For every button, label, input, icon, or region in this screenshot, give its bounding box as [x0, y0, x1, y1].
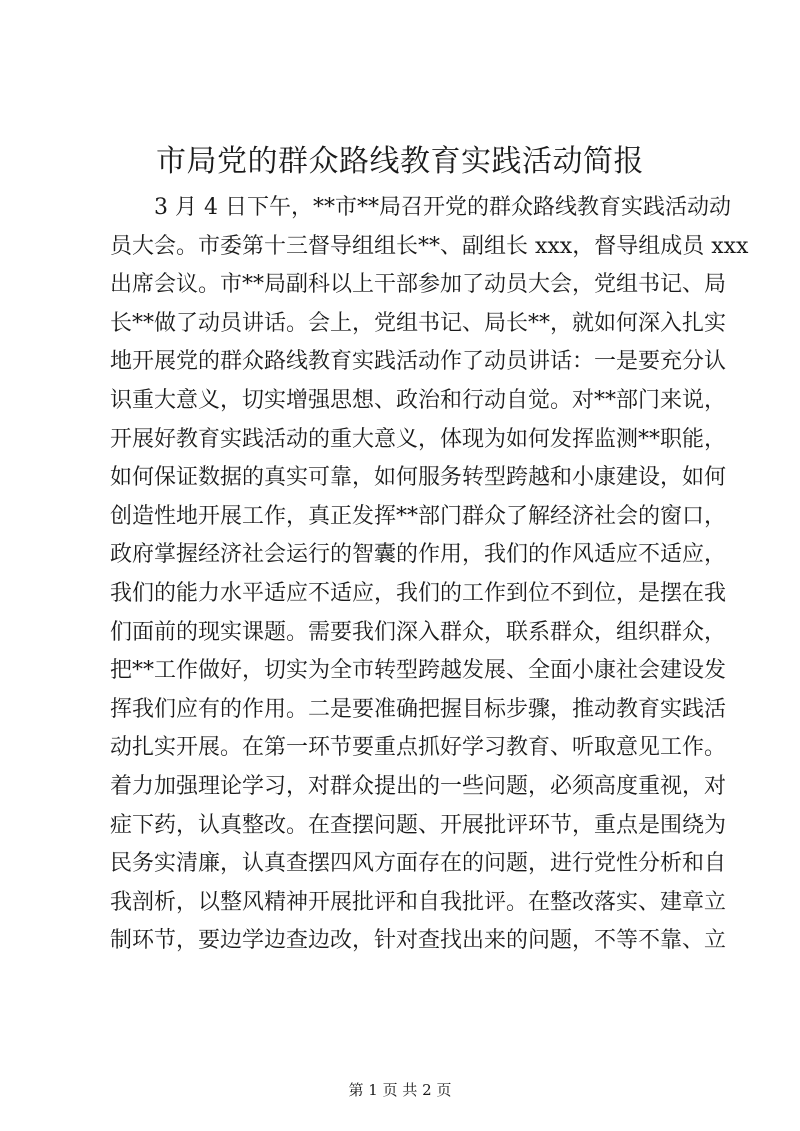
paragraph-line: 员大会。市委第十三督导组组长**、副组长 xxx，督导组成员 xxx — [110, 233, 749, 259]
paragraph-line: 地开展党的群众路线教育实践活动作了动员讲话：一是要充分认 — [110, 349, 727, 375]
paragraph-line: 开展好教育实践活动的重大意义，体现为如何发挥监测**职能， — [110, 426, 727, 452]
paragraph-line: 出席会议。市**局副科以上干部参加了动员大会，党组书记、局 — [110, 272, 727, 298]
paragraph-line: 民务实清廉，认真查摆四风方面存在的问题，进行党性分析和自 — [110, 851, 727, 877]
paragraph-line: 着力加强理论学习，对群众提出的一些问题，必须高度重视，对 — [110, 773, 727, 799]
document-title: 市局党的群众路线教育实践活动简报 — [156, 144, 644, 179]
paragraph-line: 政府掌握经济社会运行的智囊的作用，我们的作风适应不适应， — [110, 542, 727, 568]
paragraph-line: 3 月 4 日下午，**市**局召开党的群众路线教育实践活动动 — [154, 195, 731, 220]
paragraph-line: 我剖析，以整风精神开展批评和自我批评。在整改落实、建章立 — [110, 889, 727, 915]
paragraph-line: 创造性地开展工作，真正发挥**部门群众了解经济社会的窗口， — [110, 503, 727, 529]
paragraph-line: 挥我们应有的作用。二是要准确把握目标步骤，推动教育实践活 — [110, 696, 727, 722]
paragraph-line: 制环节，要边学边查边改，针对查找出来的问题，不等不靠、立 — [110, 928, 727, 954]
paragraph-line: 动扎实开展。在第一环节要重点抓好学习教育、听取意见工作。 — [110, 735, 727, 761]
paragraph-line: 们面前的现实课题。需要我们深入群众，联系群众，组织群众， — [110, 619, 727, 645]
paragraph-line: 症下药，认真整改。在查摆问题、开展批评环节，重点是围绕为 — [110, 812, 727, 838]
page-number-footer: 第 1 页 共 2 页 — [348, 1081, 452, 1099]
paragraph-line: 把**工作做好，切实为全市转型跨越发展、全面小康社会建设发 — [110, 658, 727, 684]
paragraph-line: 我们的能力水平适应不适应，我们的工作到位不到位，是摆在我 — [110, 580, 727, 606]
body-paragraph — [110, 189, 749, 961]
paragraph-line: 如何保证数据的真实可靠，如何服务转型跨越和小康建设，如何 — [110, 465, 727, 491]
paragraph-line: 识重大意义，切实增强思想、政治和行动自觉。对**部门来说， — [110, 387, 727, 413]
paragraph-line: 长**做了动员讲话。会上，党组书记、局长**，就如何深入扎实 — [110, 310, 727, 336]
